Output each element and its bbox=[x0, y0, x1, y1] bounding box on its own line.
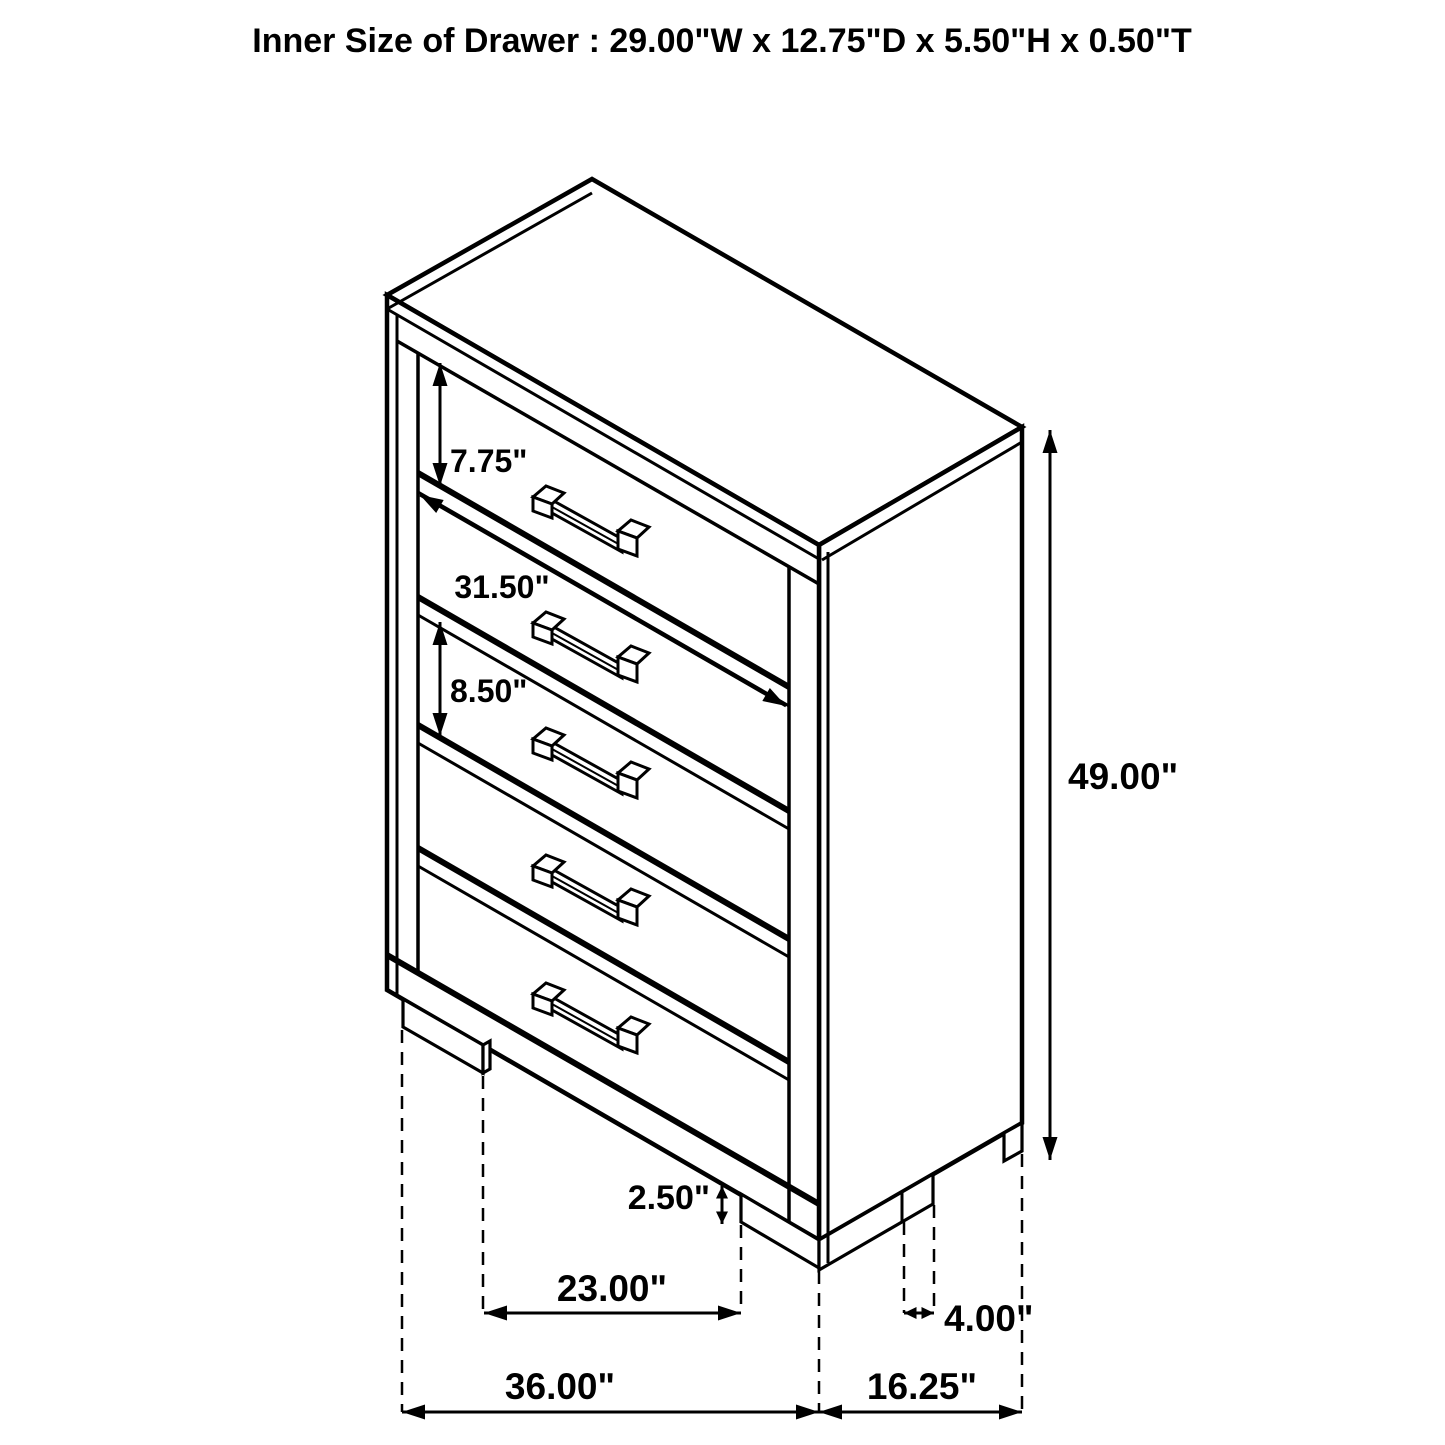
right-side-face bbox=[819, 427, 1022, 1240]
dimension-label: 36.00" bbox=[504, 1366, 616, 1407]
dimension-label: 4.00" bbox=[944, 1298, 1034, 1339]
dimension-label: 16.25" bbox=[866, 1366, 978, 1407]
dimension-label: 2.50" bbox=[627, 1179, 710, 1217]
dimension-label: 31.50" bbox=[454, 569, 550, 605]
front-left-leg-side bbox=[483, 1041, 490, 1073]
dimension-label: 8.50" bbox=[450, 673, 528, 709]
dimension-label: 23.00" bbox=[556, 1268, 668, 1309]
diagram-title: Inner Size of Drawer : 29.00"W x 12.75"D x 5.50"H x 0.50"T bbox=[252, 22, 1192, 60]
dimension-label: 49.00" bbox=[1068, 756, 1179, 797]
dimension-label: 7.75" bbox=[450, 443, 528, 479]
